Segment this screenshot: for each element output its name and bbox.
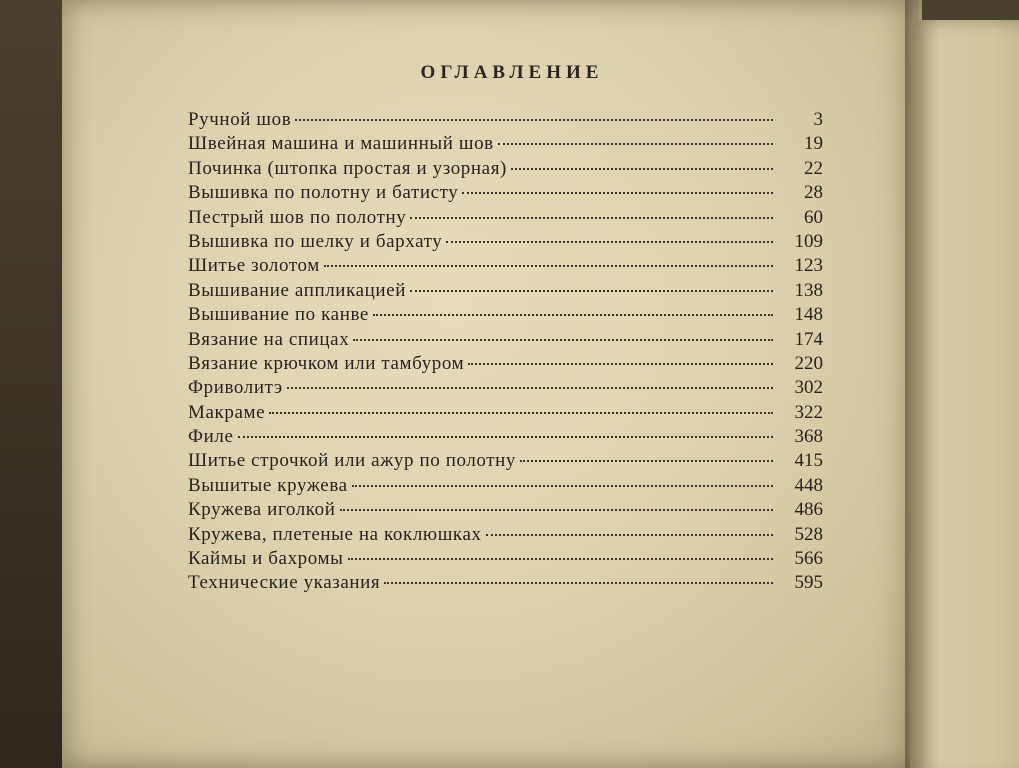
toc-entry-page-number: 528 [794,523,823,545]
toc-entry-title: Ручной шов [188,109,292,130]
toc-entry [188,132,823,156]
dot-leader [348,558,773,560]
toc-entry-title: Вышивка по полотну и батисту [188,182,459,204]
toc-entry [188,449,823,473]
toc-entry [188,303,823,327]
toc-entry [188,352,823,376]
page-title [0,62,1019,84]
toc-entry-page-number: 566 [794,548,823,570]
toc-entry [188,401,823,425]
toc-entry-page-number: 123 [794,255,823,277]
dot-leader [373,314,773,316]
toc-entry-page-number: 368 [794,426,823,448]
toc-entry-title: Технические указания [188,572,381,594]
toc-entry [188,523,823,547]
page-title-text: ОГЛАВЛЕНИЕ [420,62,604,83]
toc-entry-page-number: 220 [794,352,823,374]
dot-leader [511,168,773,170]
toc-entry-title: Филе [188,426,234,448]
toc-entry [188,474,823,498]
toc-entry-title: Кружева, плетеные на коклюшках [188,523,482,545]
toc-entry [188,571,823,595]
dot-leader [462,192,773,194]
dot-leader [287,387,773,389]
dot-leader [353,339,773,341]
toc-entry-title: Вышитые кружева [188,474,348,496]
table-of-contents [188,108,823,596]
toc-entry-page-number: 109 [794,230,823,252]
dot-leader [468,363,773,365]
dot-leader [410,217,773,219]
toc-entry-title: Шитье золотом [188,255,320,277]
toc-entry-page-number: 595 [794,572,823,594]
toc-entry-page-number: 19 [804,133,823,155]
facing-page-edge [910,20,1019,768]
toc-entry [188,425,823,449]
dot-leader [324,265,773,267]
toc-entry-page-number: 174 [794,328,823,350]
toc-entry [188,157,823,181]
toc-entry-page-number: 3 [813,109,823,130]
toc-entry-page-number: 448 [794,474,823,496]
dot-leader [238,436,774,438]
toc-entry-title: Кружева иголкой [188,499,336,521]
toc-entry-title: Вышивание аппликацией [188,279,406,301]
toc-entry-title: Вышивание по канве [188,304,369,326]
dot-leader [520,460,773,462]
toc-entry-title: Вязание крючком или тамбуром [188,352,465,374]
dot-leader [340,509,773,511]
toc-entry [188,547,823,571]
dot-leader [352,485,773,487]
toc-entry-page-number: 138 [794,279,823,301]
toc-entry-page-number: 22 [804,157,823,179]
toc-entry [188,328,823,352]
dot-leader [446,241,773,243]
toc-entry [188,279,823,303]
dot-leader [486,534,773,536]
toc-entry-page-number: 486 [794,499,823,521]
toc-entry [188,498,823,522]
toc-entry [188,230,823,254]
toc-entry-title: Пестрый шов по полотну [188,206,407,228]
dot-leader [295,119,773,121]
toc-entry-title: Шитье строчкой или ажур по полотну [188,450,517,472]
toc-entry-page-number: 148 [794,304,823,326]
dot-leader [384,582,773,584]
toc-entry-title: Фриволитэ [188,377,283,399]
toc-entry-title: Вязание на спицах [188,328,350,350]
dot-leader [410,290,773,292]
dot-leader [498,143,773,145]
toc-entry-page-number: 60 [804,206,823,228]
toc-entry [188,206,823,230]
toc-entry [188,108,823,132]
toc-entry-page-number: 302 [794,377,823,399]
toc-entry [188,254,823,278]
toc-entry-title: Починка (штопка простая и узорная) [188,157,507,179]
toc-entry-title: Вышивка по шелку и бархату [188,230,443,252]
toc-entry-title: Каймы и бахромы [188,548,344,570]
toc-entry-page-number: 28 [804,182,823,204]
toc-entry [188,376,823,400]
toc-entry-page-number: 415 [794,450,823,472]
dot-leader [269,412,773,414]
toc-entry-title: Макраме [188,401,266,423]
toc-entry-page-number: 322 [794,401,823,423]
toc-entry [188,181,823,205]
toc-entry-title: Швейная машина и машинный шов [188,133,494,155]
